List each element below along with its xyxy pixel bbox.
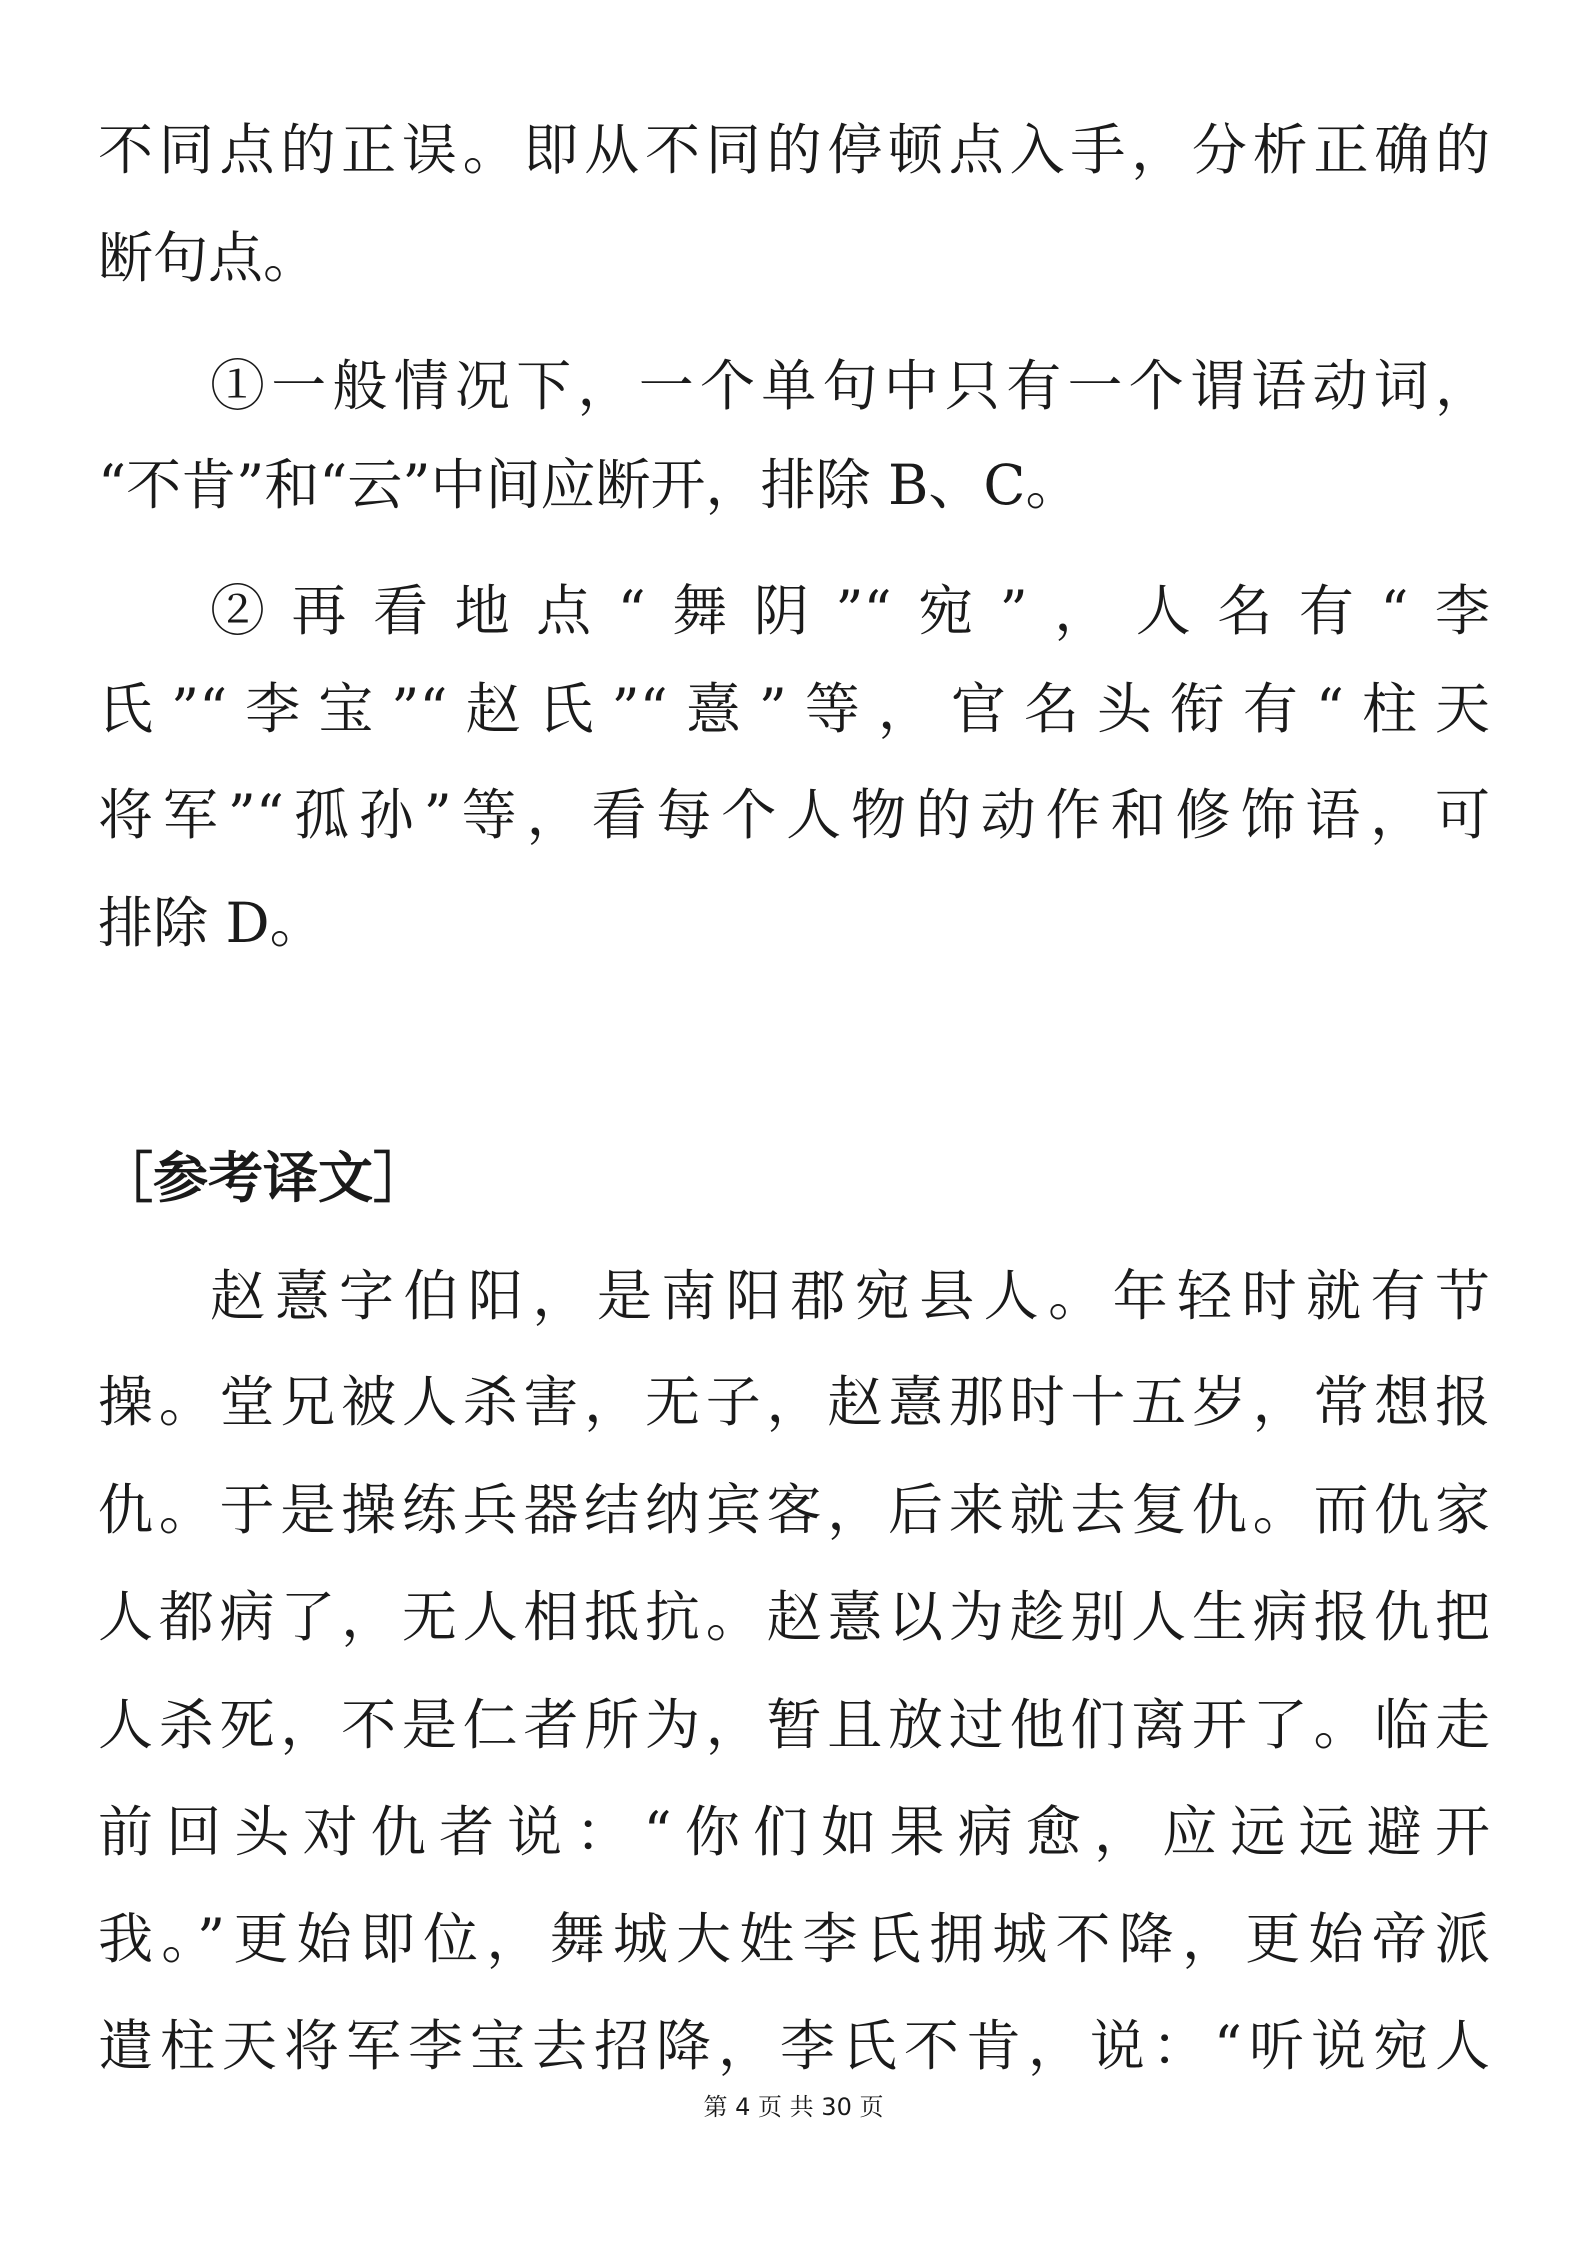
paragraph-line: 将军”“孤孙”等，看每个人物的动作和修饰语，可	[98, 783, 1490, 847]
paragraph-line: 赵憙字伯阳，是南阳郡宛县人。年轻时就有节	[210, 1264, 1490, 1328]
paragraph-line: 不同点的正误。即从不同的停顿点入手，分析正确的	[98, 118, 1490, 182]
paragraph-line: 排除 D。	[98, 891, 325, 955]
page-footer: 第 4 页 共 30 页	[703, 2093, 884, 2121]
paragraph-line: “不肯”和“云”中间应断开，排除 B、C。	[98, 453, 1081, 517]
paragraph-line: 仇。于是操练兵器结纳宾客，后来就去复仇。而仇家	[98, 1478, 1490, 1542]
paragraph-line: 氏”“李宝”“赵氏”“憙”等，官名头衔有“柱天	[98, 677, 1490, 741]
paragraph-line: 断句点。	[98, 226, 319, 290]
paragraph-line: 前回头对仇者说：“你们如果病愈，应远远避开	[98, 1800, 1490, 1864]
paragraph-line: ①一般情况下，一个单句中只有一个谓语动词，	[210, 354, 1490, 418]
paragraph-line: 操。堂兄被人杀害，无子，赵憙那时十五岁，常想报	[98, 1370, 1490, 1434]
paragraph-line: 人杀死，不是仁者所为，暂且放过他们离开了。临走	[98, 1693, 1490, 1757]
paragraph-line: ②再看地点“舞阴”“宛”，人名有“李	[210, 579, 1490, 643]
paragraph-line: 人都病了，无人相抵抗。赵憙以为趁别人生病报仇把	[98, 1585, 1490, 1649]
paragraph-line: 我。”更始即位，舞城大姓李氏拥城不降，更始帝派	[98, 1907, 1490, 1971]
paragraph-line: 遣柱天将军李宝去招降，李氏不肯，说：“听说宛人	[98, 2014, 1490, 2078]
section-heading: ［参考译文］	[98, 1145, 429, 1210]
